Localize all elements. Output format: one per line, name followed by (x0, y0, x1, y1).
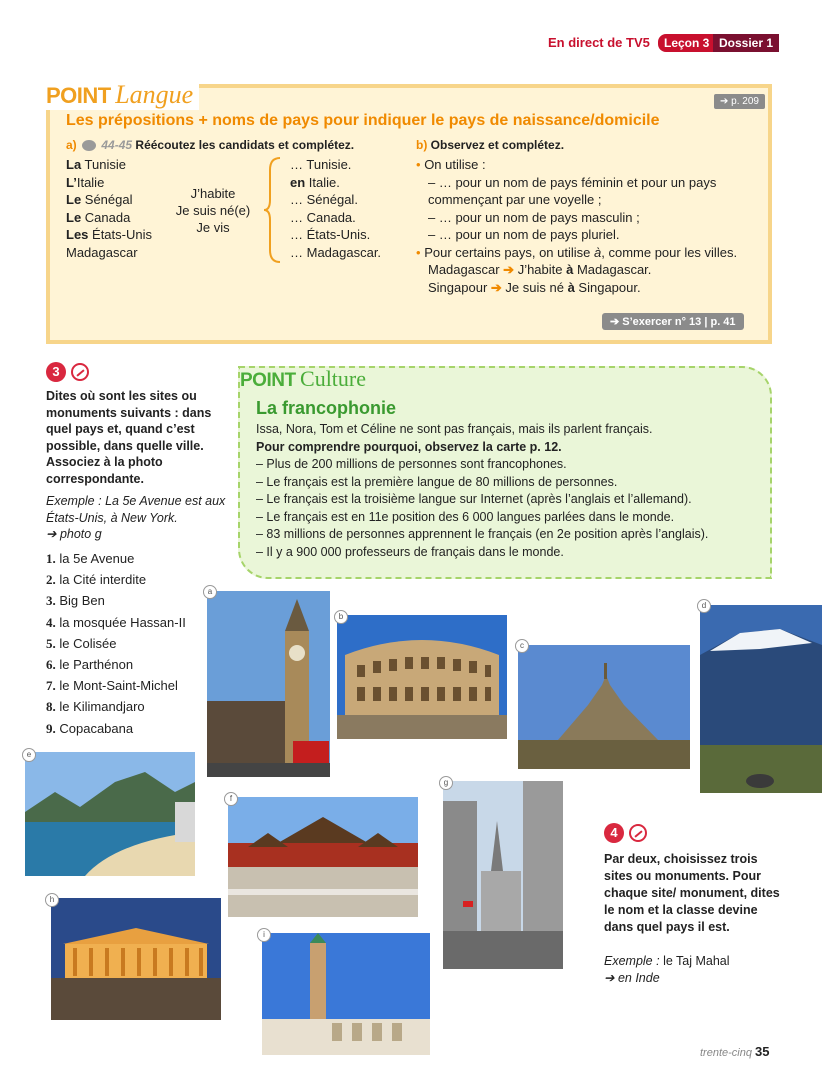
photo-colosseum (337, 615, 507, 739)
dossier-badge: Dossier 1 (713, 34, 779, 52)
lesson-badge: Leçon 3 (658, 34, 715, 52)
culture-bullet: – Plus de 200 millions de personnes sont francophones. (256, 457, 567, 471)
photo-kilimanjaro (700, 605, 822, 793)
activity-4-instructions: Par deux, choisissez trois sites ou monuments. Pour chaque site/ monument, dites le nom et la classe devine dans quel pays il est. (604, 852, 780, 934)
point-langue-tag (46, 80, 199, 110)
preposition-item: en Italie. (290, 174, 340, 190)
part-b-title: b) Observez et complétez. (416, 138, 565, 152)
country-item: Madagascar (66, 244, 138, 260)
culture-bullet: – 83 millions de personnes apprennent le français (en 2e position après l’anglais). (256, 527, 709, 541)
langue-heading: Les prépositions + noms de pays pour indiquer le pays de naissance/domicile (66, 112, 660, 129)
culture-bullet: – Le français est la première langue de 80 millions de personnes. (256, 474, 618, 489)
country-item: Les États-Unis (66, 227, 152, 242)
photo-copacabana (25, 752, 195, 876)
culture-bullet: – Le français est la troisième langue sur Internet (après l’anglais et l’allemand). (256, 492, 692, 506)
culture-bullet: – Le français est en 11e position des 6 000 langues parlées dans le monde. (256, 509, 675, 524)
curly-brace-icon (262, 156, 284, 264)
photo-big-ben (207, 591, 330, 777)
page-number: trente-cinq 35 (700, 1044, 770, 1059)
activity-number-badge: 4 (604, 823, 624, 843)
list-item: 9. Copacabana (46, 720, 134, 736)
exercise-link[interactable]: ➔ S’exercer n° 13 | p. 41 (602, 313, 744, 330)
list-item: 6. le Parthénon (46, 657, 134, 673)
photo-fifth-avenue (443, 781, 563, 969)
countries-list (66, 156, 152, 261)
point-culture-tag: POINT Culture (240, 366, 367, 391)
culture-title: La francophonie (256, 398, 397, 418)
photo-label: a (203, 585, 217, 599)
culture-bullet: – Il y a 900 000 professeurs de français dans le monde. (256, 544, 564, 559)
culture-text: Issa, Nora, Tom et Céline ne sont pas français, mais ils parlent français. Pour comprendre pourquoi, observez la carte p. 12. – Plus de 200 millions de personnes sont francophones. – Le français est la première langue de 80 millions de personnes. – Le français est la troisième langue sur Internet (après l’anglais et l’allemand). – Le français est en 11e position des 6 000 langues parlées dans le monde. – 83 millions de personnes apprennent le français (en 2e position après l’anglais). – Il y a 900 000 professeurs de français dans le monde. (256, 421, 766, 561)
bullet-icon: • (416, 157, 421, 172)
photo-forbidden-city (228, 797, 418, 917)
verb-item: Je vis (196, 220, 230, 235)
preposition-item: … États-Unis. (290, 227, 371, 242)
no-book-icon (71, 363, 89, 381)
photo-label: d (697, 599, 711, 613)
part-a-title: a) 44-45 Réécoutez les candidats et complétez. (66, 138, 355, 152)
audio-cd-icon[interactable] (82, 140, 96, 151)
preposition-item: … Canada. (290, 209, 356, 225)
point-label: POINT (46, 83, 111, 108)
preposition-item: … Sénégal. (290, 192, 358, 207)
photo-parthenon (51, 898, 221, 1020)
list-item: 8. le Kilimandjaro (46, 699, 145, 715)
bullet-icon: • (416, 244, 421, 260)
list-item: 3. Big Ben (46, 593, 105, 609)
country-item: Le Canada (66, 209, 131, 225)
country-item: Le Sénégal (66, 192, 133, 207)
list-item: 2. la Cité interdite (46, 572, 147, 588)
verb-item: Je suis né(e) (175, 203, 251, 218)
photo-hassan-ii-mosque (262, 933, 430, 1055)
activity-number-badge: 3 (46, 362, 66, 382)
sites-list (46, 548, 186, 739)
observation-text: • On utilise : – … pour un nom de pays féminin et pour un pays commençant par une voyelle ; – … pour un nom de pays masculin ; – … pour un nom de pays pluriel. • Pour certains pays, on utilise à, comme pour les villes. Madagascar ➔ J’habite à Madagascar. Singapour ➔ Je suis né à Singapour. (416, 157, 738, 295)
prepositions-list (290, 156, 381, 261)
photo-label: b (334, 610, 348, 624)
langue-label: Langue (115, 80, 194, 109)
photo-label: c (515, 639, 529, 653)
photo-label: e (22, 748, 36, 762)
no-book-icon (629, 824, 647, 842)
activity-3-instructions: Dites où sont les sites ou monuments suivants : dans quel pays et, quand c’est possible, dans quelle ville. Associez à la photo correspondante. (46, 389, 212, 486)
activity-3-example: Exemple : La 5e Avenue est aux États-Unis, à New York. ➔ photo g (46, 494, 226, 541)
list-item: 7. le Mont-Saint-Michel (46, 678, 178, 694)
list-item: 1. la 5e Avenue (46, 551, 135, 566)
activity-4-example: Exemple : le Taj Mahal ➔ en Inde (604, 954, 730, 985)
country-item: L’Italie (66, 174, 105, 190)
lesson-header-title: En direct de TV5 (548, 35, 650, 50)
photo-label: g (439, 776, 453, 790)
arrow-icon: ➔ (503, 262, 515, 277)
list-item: 4. la mosquée Hassan-II (46, 614, 186, 630)
page-reference-badge[interactable]: ➔ p. 209 (714, 94, 765, 109)
preposition-item: … Madagascar. (290, 244, 382, 260)
country-item: La Tunisie (66, 157, 126, 172)
photo-label: i (257, 928, 271, 942)
verb-item: J’habite (190, 186, 236, 201)
arrow-icon: ➔ (490, 279, 502, 295)
audio-track-number: 44-45 (101, 138, 133, 152)
list-item: 5. le Colisée (46, 635, 117, 651)
photo-label: f (224, 792, 238, 806)
photo-label: h (45, 893, 59, 907)
verbs-list (168, 185, 258, 236)
photo-mont-saint-michel (518, 645, 690, 769)
preposition-item: … Tunisie. (290, 157, 352, 172)
